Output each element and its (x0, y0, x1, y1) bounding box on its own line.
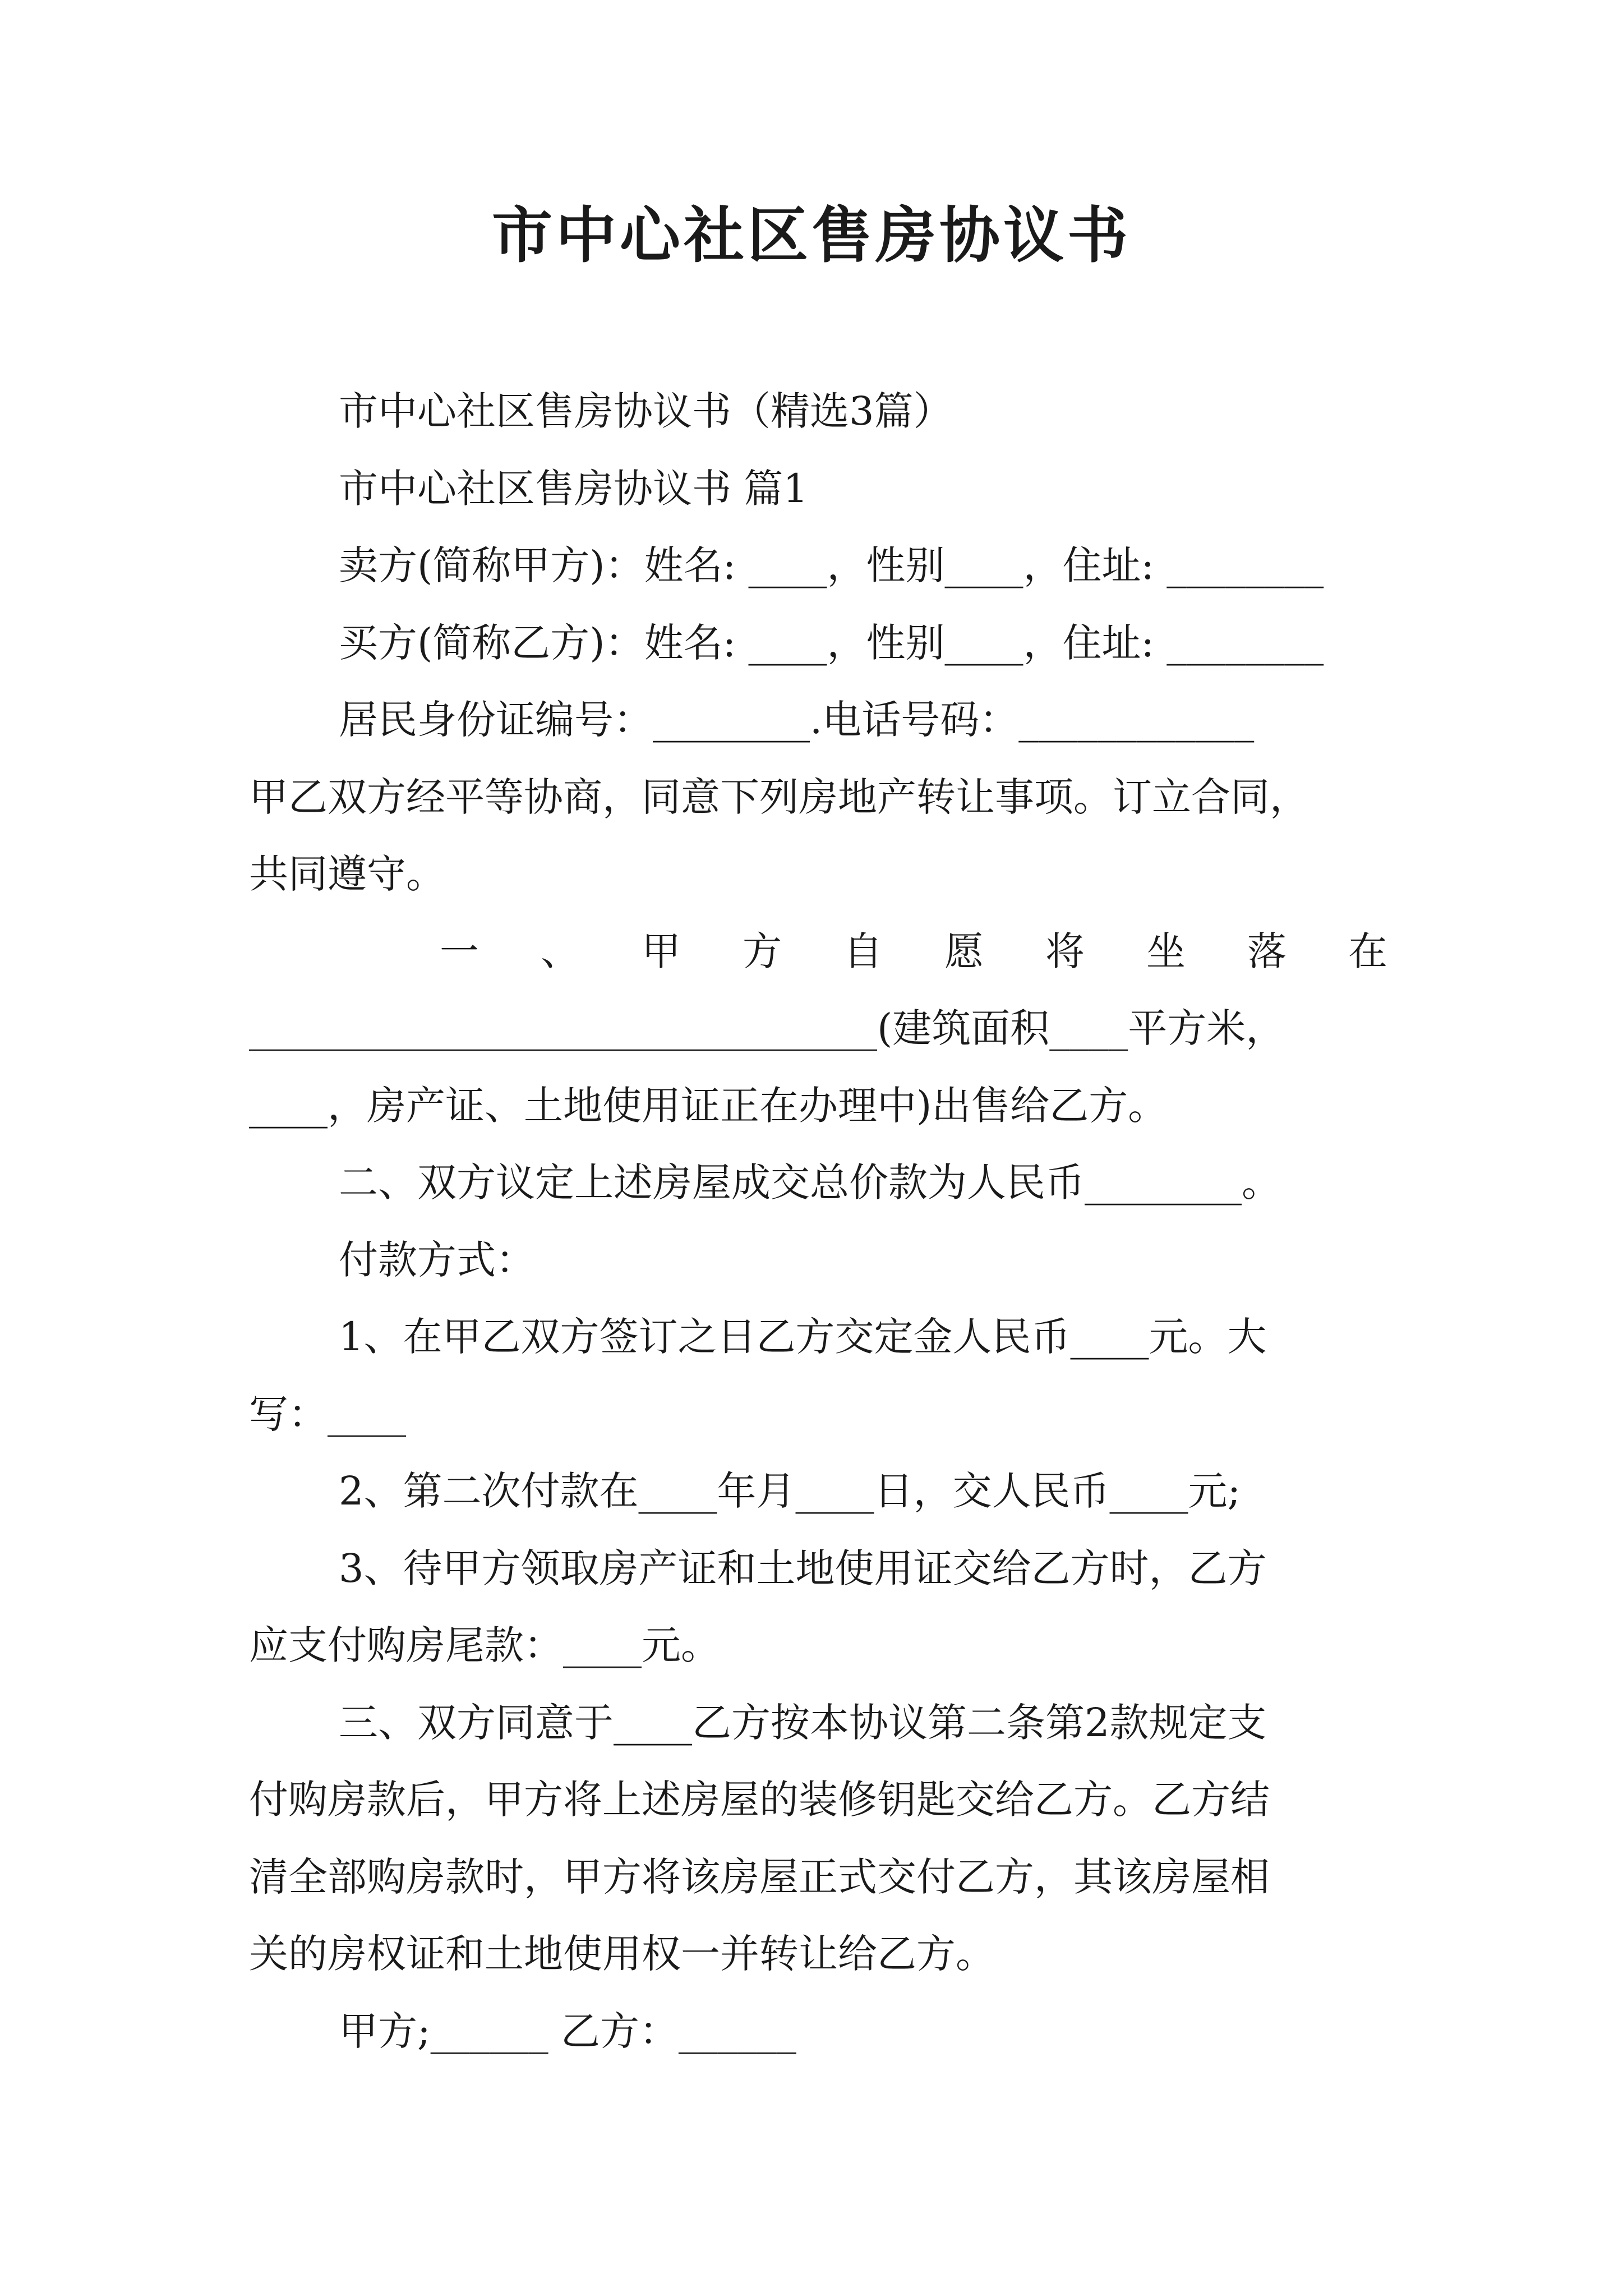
paragraph-line: 清全部购房款时，甲方将该房屋正式交付乙方，其该房屋相 (249, 1853, 1270, 1900)
clause-one-spread-line (249, 913, 1387, 991)
spread-char: 甲 (642, 928, 681, 974)
paragraph-line: ________________________________(建筑面积____平方米， (249, 1005, 1285, 1051)
document-title: 市中心社区售房协议书 (491, 200, 1131, 271)
spread-char: 一 (440, 928, 479, 974)
section-heading: 市中心社区售房协议书 篇1 (339, 465, 808, 512)
subtitle-line: 市中心社区售房协议书（精选3篇） (339, 388, 953, 434)
seller-info-line: 卖方(简称甲方)：姓名: ____，性别____，住址: ________ (339, 542, 1324, 588)
document-body (249, 373, 1387, 2070)
spread-char: 方 (743, 928, 782, 974)
paragraph-line: ____，房产证、土地使用证正在办理中)出售给乙方。 (249, 1082, 1168, 1129)
paragraph-line: 关的房权证和土地使用权一并转让给乙方。 (249, 1931, 995, 1977)
spread-char: 落 (1247, 928, 1287, 974)
buyer-info-line: 买方(简称乙方)：姓名: ____，性别____，住址: ________ (339, 619, 1324, 666)
paragraph-line: 共同遵守。 (249, 851, 445, 897)
payment-method-heading: 付款方式： (339, 1236, 535, 1283)
spread-char: 坐 (1146, 928, 1186, 974)
signature-line: 甲方;______ 乙方：______ (339, 2008, 796, 2054)
clause-two-line: 二、双方议定上述房屋成交总价款为人民币________。 (339, 1159, 1281, 1205)
paragraph-line: 甲乙双方经平等协商，同意下列房地产转让事项。订立合同， (249, 774, 1309, 820)
paragraph-line: 应支付购房尾款：____元。 (249, 1622, 720, 1668)
id-phone-line: 居民身份证编号：________.电话号码：____________ (339, 697, 1255, 743)
payment-item-1: 1、在甲乙双方签订之日乙方交定金人民币____元。大 (339, 1314, 1267, 1360)
spread-char: 自 (843, 928, 883, 974)
spread-char: 将 (1045, 928, 1085, 974)
spread-char: 在 (1348, 928, 1387, 974)
paragraph-line: 写：____ (249, 1391, 406, 1437)
spread-char: 愿 (944, 928, 984, 974)
clause-three-line: 三、双方同意于____乙方按本协议第二条第2款规定支 (339, 1699, 1267, 1746)
paragraph-line: 付购房款后，甲方将上述房屋的装修钥匙交给乙方。乙方结 (249, 1777, 1270, 1823)
payment-item-3: 3、待甲方领取房产证和土地使用证交给乙方时，乙方 (339, 1545, 1267, 1591)
spread-char: 、 (541, 928, 580, 974)
payment-item-2: 2、第二次付款在____年月____日，交人民币____元; (339, 1468, 1241, 1514)
